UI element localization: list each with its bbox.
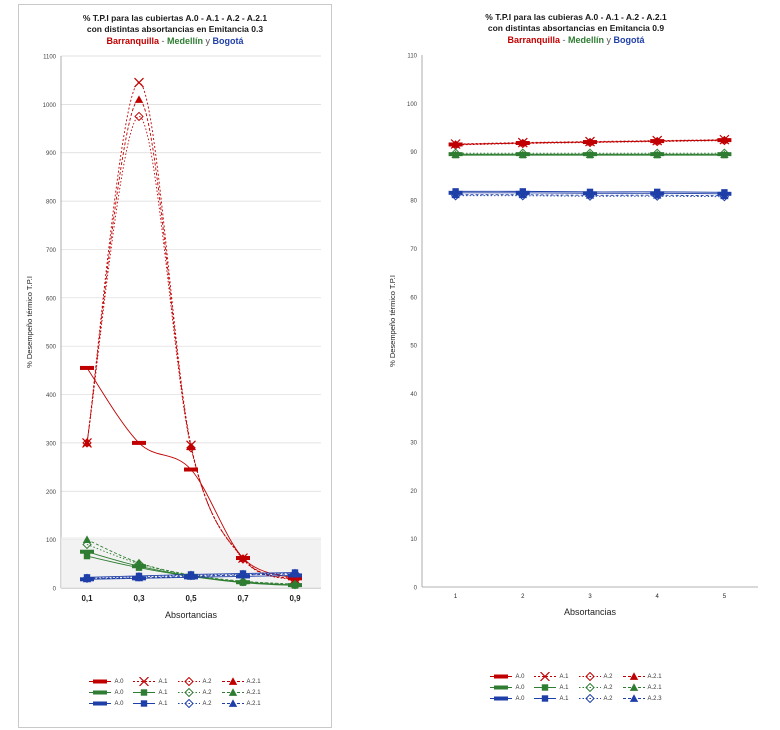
series-Barranquilla-A.2 <box>83 112 299 584</box>
series-Medellín-A.2.1 <box>451 150 728 158</box>
legend-item[interactable] <box>579 672 613 681</box>
series-line <box>87 116 295 580</box>
legend-label: A.2.1 <box>647 684 662 691</box>
chart-legend-right <box>380 672 772 705</box>
legend-swatch-icon <box>490 683 512 692</box>
legend-item[interactable] <box>222 699 261 708</box>
legend-swatch-icon <box>623 672 645 681</box>
legend-swatch-icon <box>222 688 244 697</box>
city-barranquilla-label: Barranquilla <box>106 36 159 47</box>
legend-item[interactable] <box>133 677 167 686</box>
plot-area-left <box>19 48 331 648</box>
x-tick-label: 1 <box>453 593 458 600</box>
legend-marker <box>494 686 508 690</box>
x-axis-title: Absortancias <box>563 606 617 617</box>
legend-label: A.0 <box>114 700 124 707</box>
legend-label: A.2.1 <box>246 678 261 685</box>
legend-label: A.0 <box>515 695 525 702</box>
legend-swatch-icon <box>89 699 111 708</box>
legend-swatch-icon <box>579 672 601 681</box>
legend-item[interactable] <box>490 694 524 703</box>
x-tick-label: 5 <box>722 593 727 600</box>
legend-swatch-icon <box>178 699 200 708</box>
legend-marker <box>629 672 637 680</box>
legend-label: A.2.1 <box>647 673 662 680</box>
legend-item[interactable] <box>579 694 613 703</box>
chart-title-line1: % T.P.I para las cubieras A.0 - A.1 - A.2 - A.2.1 <box>485 12 667 22</box>
chart-subtitle-cities <box>380 35 772 46</box>
legend-marker <box>93 691 107 695</box>
x-tick-label: 3 <box>588 593 592 600</box>
legend-row <box>19 677 331 686</box>
y-tick-label: 20 <box>410 488 417 495</box>
y-tick-label: 30 <box>410 439 417 446</box>
x-axis-title: Absortancias <box>164 609 218 620</box>
legend-item[interactable] <box>623 672 662 681</box>
city-bogota-label: Bogotá <box>212 36 244 47</box>
legend-label: A.1 <box>158 700 168 707</box>
chart-svg-right <box>380 47 772 647</box>
legend-swatch-icon <box>534 672 556 681</box>
y-tick-label: 200 <box>45 489 56 496</box>
legend-swatch-icon <box>222 699 244 708</box>
legend-label: A.0 <box>114 689 124 696</box>
x-tick-label: 0,7 <box>237 593 249 603</box>
series-Barranquilla-A.2.1 <box>83 95 299 583</box>
legend-item[interactable] <box>178 677 212 686</box>
y-tick-label: 1000 <box>42 102 56 109</box>
legend-row <box>380 683 772 692</box>
city-separator-2: y <box>606 35 612 46</box>
x-tick-label: 4 <box>655 593 659 600</box>
x-tick-label: 0,5 <box>185 593 197 603</box>
highlight-band <box>61 537 321 588</box>
y-tick-label: 100 <box>406 101 417 108</box>
city-medellin-label: Medellín <box>568 35 605 46</box>
city-bogota-label: Bogotá <box>613 35 645 46</box>
y-tick-label: 110 <box>407 53 417 59</box>
y-tick-label: 600 <box>45 295 56 302</box>
chart-title-left <box>19 5 331 48</box>
y-tick-label: 100 <box>45 537 56 544</box>
legend-label: A.1 <box>158 689 168 696</box>
legend-swatch-icon <box>133 688 155 697</box>
y-axis-title: % Desempeño térmico T.P.I <box>25 275 34 368</box>
x-tick-label: 2 <box>521 593 525 600</box>
legend-label: A.1 <box>559 673 569 680</box>
legend-marker <box>542 695 548 701</box>
y-tick-label: 0 <box>413 585 417 591</box>
series-Barranquilla-A.1 <box>83 78 300 584</box>
series-marker <box>84 552 90 558</box>
chart-title-line2: con distintas absortancias en Emitancia 0.3 <box>86 23 264 34</box>
city-medellin-label: Medellín <box>167 36 204 47</box>
legend-marker <box>541 672 550 681</box>
legend-marker <box>494 697 508 701</box>
y-tick-label: 1100 <box>43 54 56 60</box>
legend-swatch-icon <box>178 677 200 686</box>
legend-row <box>19 688 331 697</box>
legend-swatch-icon <box>623 683 645 692</box>
legend-label: A.2.1 <box>246 700 261 707</box>
legend-swatch-icon <box>178 688 200 697</box>
y-tick-label: 400 <box>45 392 56 399</box>
legend-label: A.0 <box>515 673 525 680</box>
legend-item[interactable] <box>178 699 212 708</box>
legend-swatch-icon <box>534 694 556 703</box>
legend-label: A.2 <box>202 678 212 685</box>
legend-marker <box>93 680 107 684</box>
legend-item[interactable] <box>534 683 568 692</box>
legend-item[interactable] <box>133 699 167 708</box>
legend-item[interactable] <box>89 688 123 697</box>
legend-marker <box>228 688 236 696</box>
legend-item[interactable] <box>579 683 613 692</box>
legend-label: A.2.3 <box>647 695 662 702</box>
y-tick-label: 10 <box>410 536 417 543</box>
y-tick-label: 70 <box>410 246 417 253</box>
legend-item[interactable] <box>534 694 568 703</box>
y-tick-label: 60 <box>410 294 417 301</box>
legend-marker <box>228 699 236 707</box>
legend-swatch-icon <box>89 677 111 686</box>
chart-title-right <box>380 4 772 47</box>
legend-item[interactable] <box>490 672 524 681</box>
legend-label: A.0 <box>515 684 525 691</box>
legend-item[interactable] <box>89 699 123 708</box>
chart-subtitle-cities <box>19 36 331 47</box>
legend-item[interactable] <box>623 694 662 703</box>
chart-panel-emitancia-09 <box>380 4 772 704</box>
x-tick-label: 0,3 <box>133 593 145 603</box>
y-tick-label: 90 <box>410 149 417 156</box>
legend-row <box>19 699 331 708</box>
legend-row <box>380 672 772 681</box>
legend-label: A.1 <box>158 678 168 685</box>
legend-label: A.2 <box>202 689 212 696</box>
chart-svg-left <box>19 48 331 648</box>
city-barranquilla-label: Barranquilla <box>507 35 560 46</box>
legend-item[interactable] <box>222 688 261 697</box>
legend-row <box>380 694 772 703</box>
legend-marker <box>542 684 548 690</box>
y-tick-label: 900 <box>45 150 56 157</box>
legend-marker <box>629 694 637 702</box>
series-marker <box>135 78 144 87</box>
legend-item[interactable] <box>222 677 261 686</box>
plot-area-right <box>380 47 772 647</box>
legend-item[interactable] <box>89 677 123 686</box>
x-tick-label: 0,1 <box>81 593 93 603</box>
legend-marker <box>141 700 147 706</box>
chart-legend-left <box>19 677 331 710</box>
legend-marker <box>141 689 147 695</box>
legend-item[interactable] <box>178 688 212 697</box>
legend-marker <box>140 677 149 686</box>
series-line <box>87 82 295 579</box>
legend-swatch-icon <box>579 694 601 703</box>
x-tick-label: 0,9 <box>289 593 301 603</box>
series-marker <box>135 95 143 103</box>
legend-item[interactable] <box>534 672 568 681</box>
city-separator-1: - <box>161 36 165 47</box>
y-tick-label: 80 <box>410 198 417 205</box>
legend-swatch-icon <box>534 683 556 692</box>
legend-label: A.1 <box>559 695 569 702</box>
legend-marker <box>228 677 236 685</box>
legend-swatch-icon <box>222 677 244 686</box>
city-separator-1: - <box>562 35 566 46</box>
legend-swatch-icon <box>133 677 155 686</box>
legend-label: A.0 <box>114 678 124 685</box>
legend-swatch-icon <box>579 683 601 692</box>
legend-label: A.2 <box>603 695 613 702</box>
y-tick-label: 700 <box>45 247 56 254</box>
series-marker <box>80 365 94 369</box>
legend-item[interactable] <box>490 683 524 692</box>
legend-label: A.2 <box>603 673 613 680</box>
legend-item[interactable] <box>133 688 167 697</box>
legend-swatch-icon <box>490 694 512 703</box>
y-tick-label: 50 <box>410 343 417 350</box>
series-marker <box>132 440 146 444</box>
legend-swatch-icon <box>89 688 111 697</box>
legend-swatch-icon <box>490 672 512 681</box>
chart-title-line2: con distintas absortancias en Emitancia 0.9 <box>487 22 665 33</box>
y-tick-label: 800 <box>45 199 56 206</box>
city-separator-2: y <box>205 36 211 47</box>
y-tick-label: 0 <box>52 586 56 592</box>
y-axis-title: % Desempeño térmico T.P.I <box>388 274 397 367</box>
legend-label: A.2 <box>202 700 212 707</box>
chart-panel-emitancia-03 <box>18 4 332 728</box>
y-tick-label: 500 <box>45 344 56 351</box>
legend-swatch-icon <box>623 694 645 703</box>
legend-swatch-icon <box>133 699 155 708</box>
legend-label: A.1 <box>559 684 569 691</box>
legend-label: A.2.1 <box>246 689 261 696</box>
y-tick-label: 40 <box>410 391 417 398</box>
legend-marker <box>93 702 107 706</box>
legend-marker <box>629 683 637 691</box>
legend-marker <box>494 675 508 679</box>
y-tick-label: 300 <box>45 440 56 447</box>
chart-title-line1: % T.P.I para las cubiertas A.0 - A.1 - A.2 - A.2.1 <box>82 13 268 23</box>
legend-item[interactable] <box>623 683 662 692</box>
legend-label: A.2 <box>603 684 613 691</box>
